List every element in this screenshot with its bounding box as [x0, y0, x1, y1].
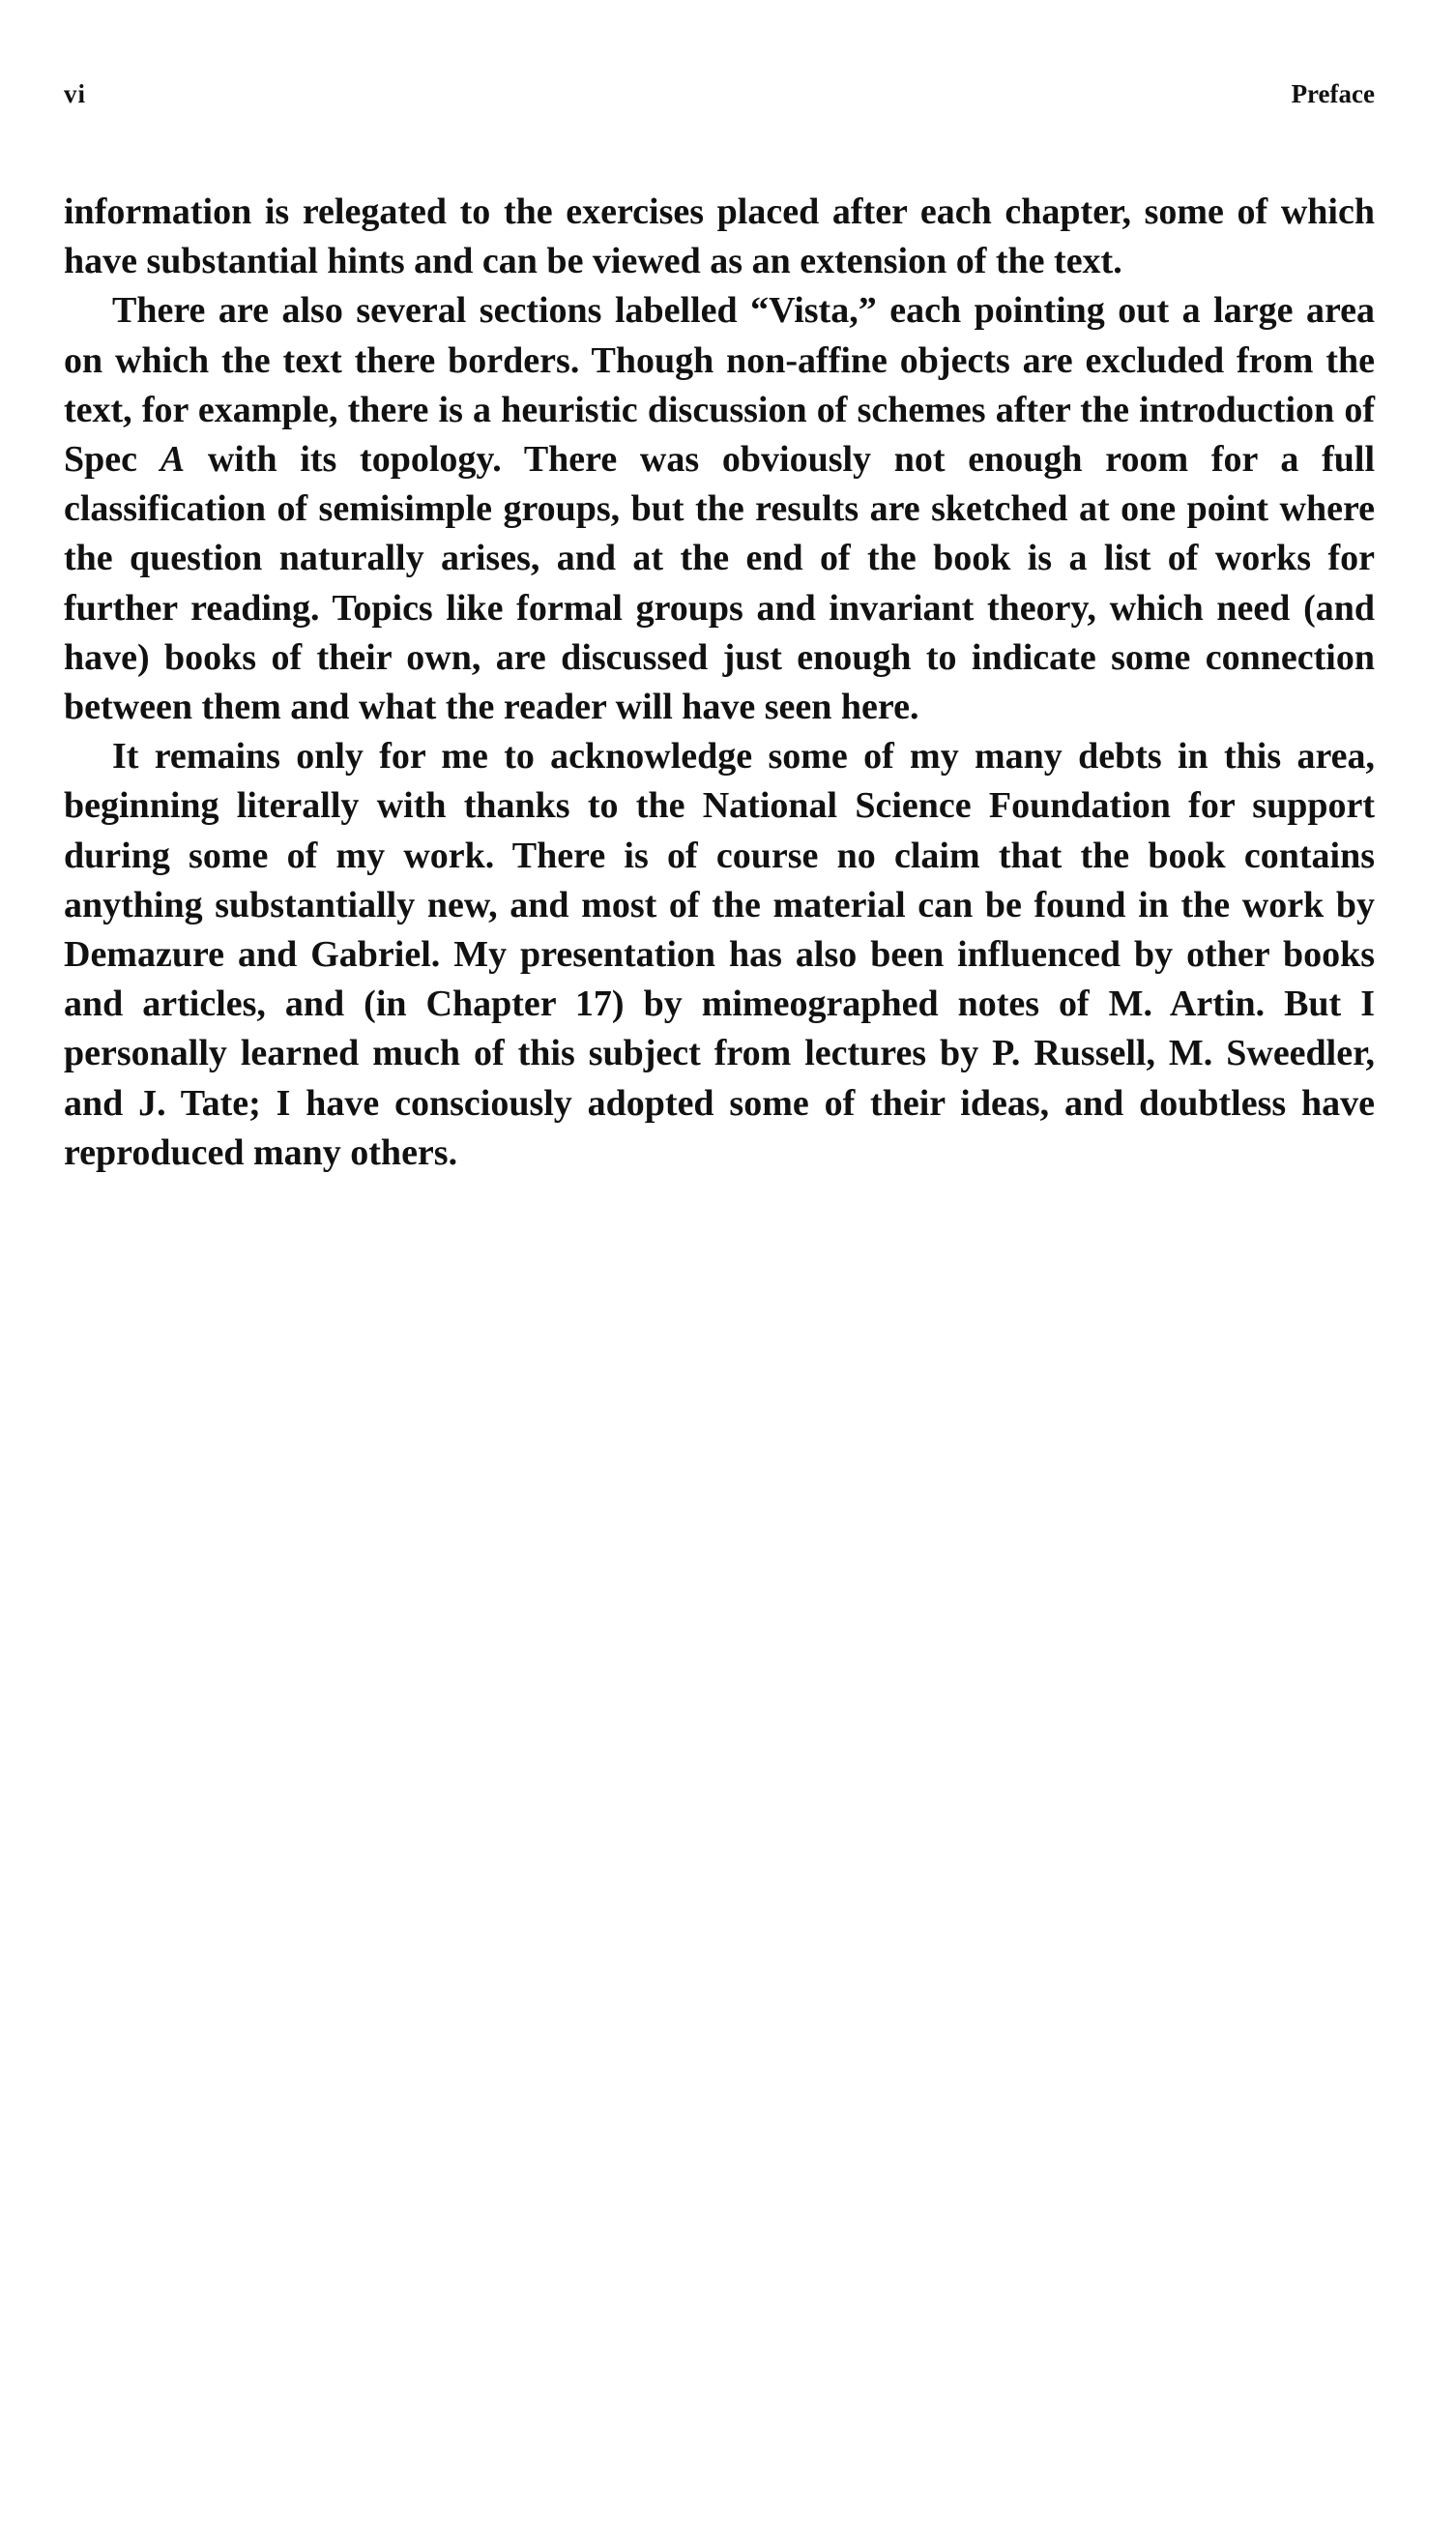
- page-number: vi: [64, 79, 87, 108]
- paragraph-1: information is relegated to the exercises placed after each chapter, some of which have substantial hints and can be viewed as an extension of the text.: [64, 191, 1375, 282]
- paragraph-2: [64, 286, 1375, 732]
- body-text: [64, 188, 1375, 1178]
- paragraph-3: It remains only for me to acknowledge some of my many debts in this area, beginning literally with thanks to the National Science Foundation for support during some of my work. There is of course no claim that the book contains anything substantially new, and most of the material can be found in the work by Demazure and Gabriel. My presentation has also been influenced by other books and articles, and (in Chapter 17) by mimeographed notes of M. Artin. But I personally learned much of this subject from lectures by P. Russell, M. Sweedler, and J. Tate; I have consciously adopted some of their ideas, and doubtless have reproduced many others.: [64, 736, 1375, 1173]
- paragraph-2-part-2: with its topology. There was obviously not enough room for a full classification of semisimple groups, but the results are sketched at one point where the question naturally arises, and at the end of the book is a list of works for further reading. Topics like formal groups and invariant theory, which need (and have) books of their own, are discussed just enough to indicate some connection between them and what the reader will have seen here.: [64, 439, 1376, 728]
- running-head: Preface: [1291, 79, 1375, 108]
- paragraph-2-italic-symbol: A: [160, 439, 186, 481]
- page-header: [64, 79, 1375, 118]
- paragraph-2-part-1: There are also several sections labelled “Vista,” each pointing out a large area on which the text there borders. Though non-affine objects are excluded from the text, for example, there is a heuristic discussion of schemes after the introduction of Spec: [64, 290, 1375, 481]
